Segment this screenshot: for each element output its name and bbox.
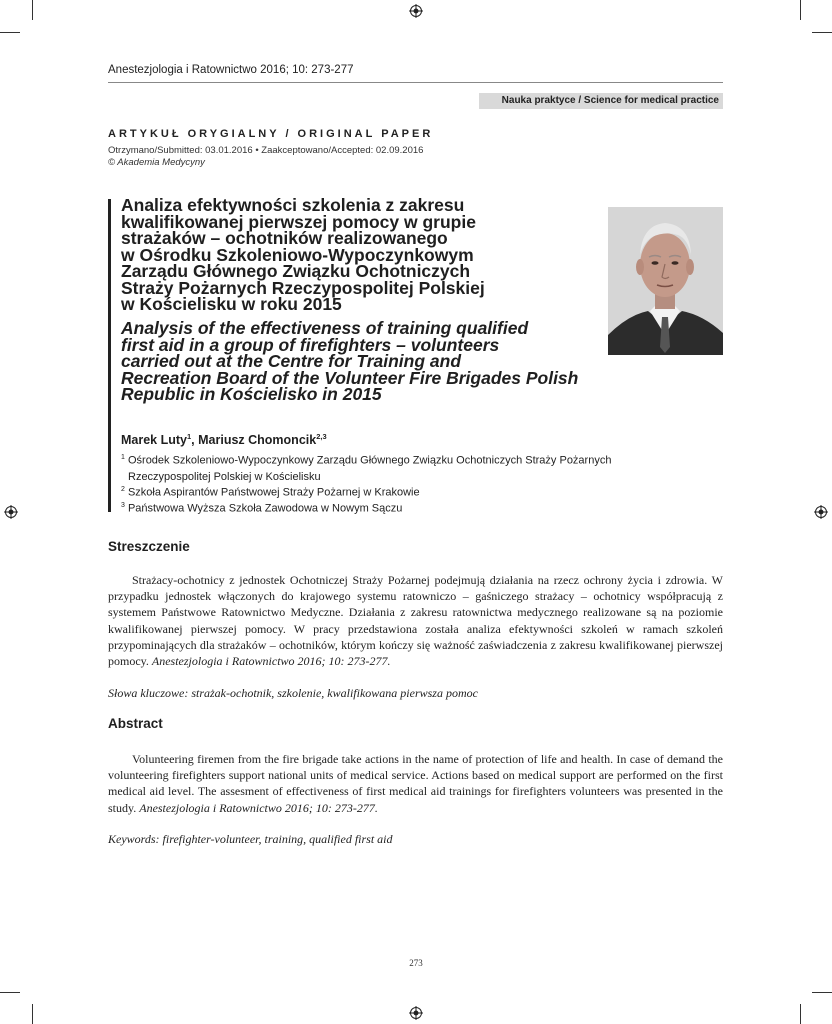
title-line: Analysis of the effectiveness of training qualified — [121, 318, 529, 338]
crop-mark — [0, 992, 20, 993]
crop-mark — [0, 32, 20, 33]
crop-mark — [812, 992, 832, 993]
title-line: strażaków – ochotników realizowanego — [121, 228, 448, 248]
section-label: Nauka praktyce / Science for medical practice — [479, 93, 723, 109]
affiliation-number: 3 — [121, 502, 125, 509]
registration-target-icon — [814, 505, 828, 519]
affiliation — [121, 450, 681, 485]
title-line: carried out at the Centre for Training and — [121, 351, 462, 371]
crop-mark — [812, 32, 832, 33]
affiliation-number: 2 — [121, 486, 125, 493]
author-name: Mariusz Chomoncik — [198, 433, 317, 448]
title-line: first aid in a group of firefighters – volunteers — [121, 334, 500, 355]
section-heading-streszczenie: Streszczenie — [108, 539, 190, 554]
author-name: Marek Luty — [121, 433, 187, 448]
title-bar — [108, 199, 111, 512]
title-english — [121, 320, 681, 403]
affiliation-text: Rzeczypospolitej Polskiej w Kościelisku — [128, 470, 321, 483]
crop-mark — [32, 1004, 33, 1024]
affiliation-text: Ośrodek Szkoleniowo-Wypoczynkowy Zarządu Głównego Związku Ochotniczych Straży Pożarnych — [127, 454, 612, 467]
article-type: ARTYKUŁ ORYGIALNY / ORIGINAL PAPER — [108, 128, 434, 140]
author-affiliation-ref: 1 — [187, 432, 192, 441]
affiliation-number: 1 — [121, 454, 125, 461]
registration-target-icon — [4, 505, 18, 519]
title-line: Analiza efektywności szkolenia z zakresu — [121, 195, 465, 215]
copyright: © Akademia Medycyny — [108, 157, 205, 168]
section-heading-abstract: Abstract — [108, 716, 163, 731]
crop-mark — [800, 0, 801, 20]
author-portrait — [608, 207, 723, 355]
keywords-english: Keywords: firefighter-volunteer, training, qualified first aid — [108, 832, 393, 846]
title-line: Straży Pożarnych Rzeczypospolitej Polskiej — [121, 277, 485, 298]
authors — [121, 432, 327, 447]
crop-mark — [800, 1004, 801, 1024]
title-line: Recreation Board of the Volunteer Fire Brigades Polish — [121, 367, 579, 388]
affiliation-text: Szkoła Aspirantów Państwowej Straży Pożarnej w Krakowie — [127, 486, 420, 499]
citation: Anestezjologia i Ratownictwo 2016; 10: 273-277. — [151, 654, 391, 669]
registration-target-icon — [409, 1006, 423, 1020]
title-polish — [121, 197, 591, 313]
streszczenie-text — [108, 572, 723, 669]
submission-dates: Otrzymano/Submitted: 03.01.2016 • Zaakceptowano/Accepted: 02.09.2016 — [108, 145, 424, 156]
body-text: Volunteering firemen from the fire brigade take actions in the name of protection of life and health. In case of demand the volunteering firefighters support national units of medical service. Actions based on medical support are performed on the first medical aid level. The assesment of effectiveness of first medical aid trainings for firefighters volunteers was presented in the study. — [108, 752, 723, 815]
author-separator: , — [191, 433, 199, 448]
affiliation-text: Państwowa Wyższa Szkoła Zawodowa w Nowym Sączu — [127, 502, 403, 515]
title-line: w Kościelisku w roku 2015 — [121, 294, 342, 314]
author-affiliation-ref: 2,3 — [316, 432, 327, 441]
keywords-polish: Słowa kluczowe: strażak-ochotnik, szkolenie, kwalifikowana pierwsza pomoc — [108, 686, 478, 700]
page-number: 273 — [409, 958, 423, 968]
title-line: kwalifikowanej pierwszej pomocy w grupie — [121, 211, 476, 232]
registration-target-icon — [409, 4, 423, 18]
title-line: Zarządu Głównego Związku Ochotniczych — [121, 261, 471, 281]
title-line: w Ośrodku Szkoleniowo-Wypoczynkowym — [121, 244, 474, 265]
header-rule — [108, 82, 723, 83]
crop-mark — [32, 0, 33, 20]
body-text: Strażacy-ochotnicy z jednostek Ochotniczej Straży Pożarnej podejmują działania na rzecz ochrony życia i zdrowia. W przypadku jednostek włączonych do krajowego systemu ratowniczo – gaśniczego strażacy – ochotnicy współpracują z systemem Państwowe Ratownictwo Medyczne. Działania z zakresu ratownictwa medycznego realizowane są na poziomie kwalifikowanej pierwszej pomocy. W pracy przedstawiona została analiza efektywności szkoleń w ramach szkoleń przypominających dla strażaków – ochotników, którym kończy się ważność zaświadczenia z zakresu kwalifikowanej pierwszej pomocy. — [108, 573, 723, 669]
abstract-text — [108, 751, 723, 816]
title-line: Republic in Kościelisko in 2015 — [121, 384, 382, 404]
journal-header: Anestezjologia i Ratownictwo 2016; 10: 273-277 — [108, 64, 354, 76]
citation: Anestezjologia i Ratownictwo 2016; 10: 273-277. — [139, 800, 378, 815]
affiliation — [121, 498, 681, 517]
